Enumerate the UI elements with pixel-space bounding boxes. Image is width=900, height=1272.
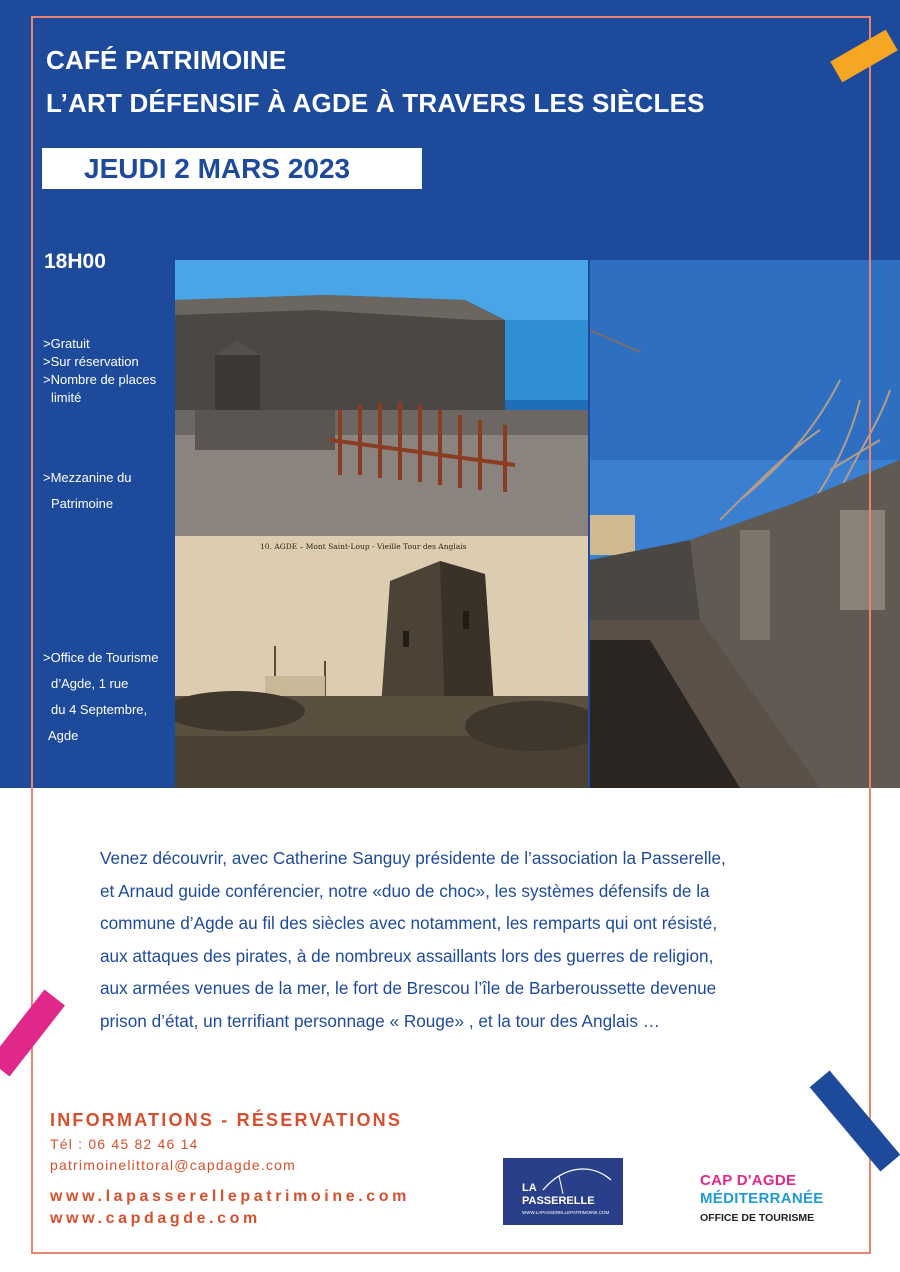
logo-url: WWW.LAPASSERELLEPATRIMOINE.COM <box>522 1210 610 1215</box>
website-link-passerelle[interactable]: www.lapasserellepatrimoine.com <box>50 1188 410 1205</box>
places-info-cont: limité <box>51 390 82 405</box>
postcard-caption: 10. AGDE – Mont Saint-Loup - Vieille Tour des Anglais <box>260 542 467 551</box>
description-line: et Arnaud guide conférencier, notre «duo de choc», les systèmes défensifs de la <box>100 880 710 901</box>
phone-number: Tél : 06 45 82 46 14 <box>50 1136 199 1152</box>
price-info: >Gratuit <box>43 336 90 351</box>
cap-dagde-logo <box>690 1172 850 1232</box>
places-info: >Nombre de places <box>43 372 157 387</box>
page-frame <box>31 16 871 1254</box>
address-line-1: >Office de Tourisme <box>43 650 159 665</box>
event-date: JEUDI 2 MARS 2023 <box>84 153 351 184</box>
logo-text-la: LA <box>522 1182 537 1194</box>
email-address: patrimoinelittoral@capdagde.com <box>50 1157 296 1173</box>
venue-line: >Mezzanine du <box>43 470 132 485</box>
description-line: prison d’état, un terrifiant personnage « Rouge» , et la tour des Anglais … <box>100 1010 660 1031</box>
event-time: 18H00 <box>44 250 106 273</box>
description-line: aux armées venues de la mer, le fort de Brescou l’île de Barberoussette devenue <box>100 978 717 998</box>
venue-line-cont: Patrimoine <box>51 496 114 511</box>
address-line-2: d’Agde, 1 rue <box>51 676 129 691</box>
event-title: L’ART DÉFENSIF À AGDE À TRAVERS LES SIÈCLES <box>46 88 705 118</box>
description-line: commune d’Agde au fil des siècles avec notamment, les remparts qui ont résisté, <box>100 913 718 933</box>
website-link-capdagde[interactable]: www.capdagde.com <box>50 1210 261 1227</box>
address-line-3: du 4 Septembre, <box>51 702 148 717</box>
cap-logo-line-1: CAP D'AGDE <box>700 1172 797 1189</box>
description-line: Venez découvrir, avec Catherine Sanguy présidente de l’association la Passerelle, <box>100 848 726 868</box>
address-line-4: Agde <box>48 728 79 743</box>
cap-logo-line-3: OFFICE DE TOURISME <box>700 1212 815 1224</box>
cap-logo-line-2: MÉDITERRANÉE <box>700 1190 824 1207</box>
event-description <box>100 842 840 1037</box>
event-series-title: CAFÉ PATRIMOINE <box>46 45 287 75</box>
la-passerelle-logo <box>503 1158 623 1225</box>
contact-heading: INFORMATIONS - RÉSERVATIONS <box>50 1110 403 1130</box>
logo-text-passerelle: PASSERELLE <box>522 1195 595 1207</box>
booking-info: >Sur réservation <box>43 354 139 369</box>
description-line: aux attaques des pirates, à de nombreux assaillants lors des guerres de religion, <box>100 945 714 966</box>
